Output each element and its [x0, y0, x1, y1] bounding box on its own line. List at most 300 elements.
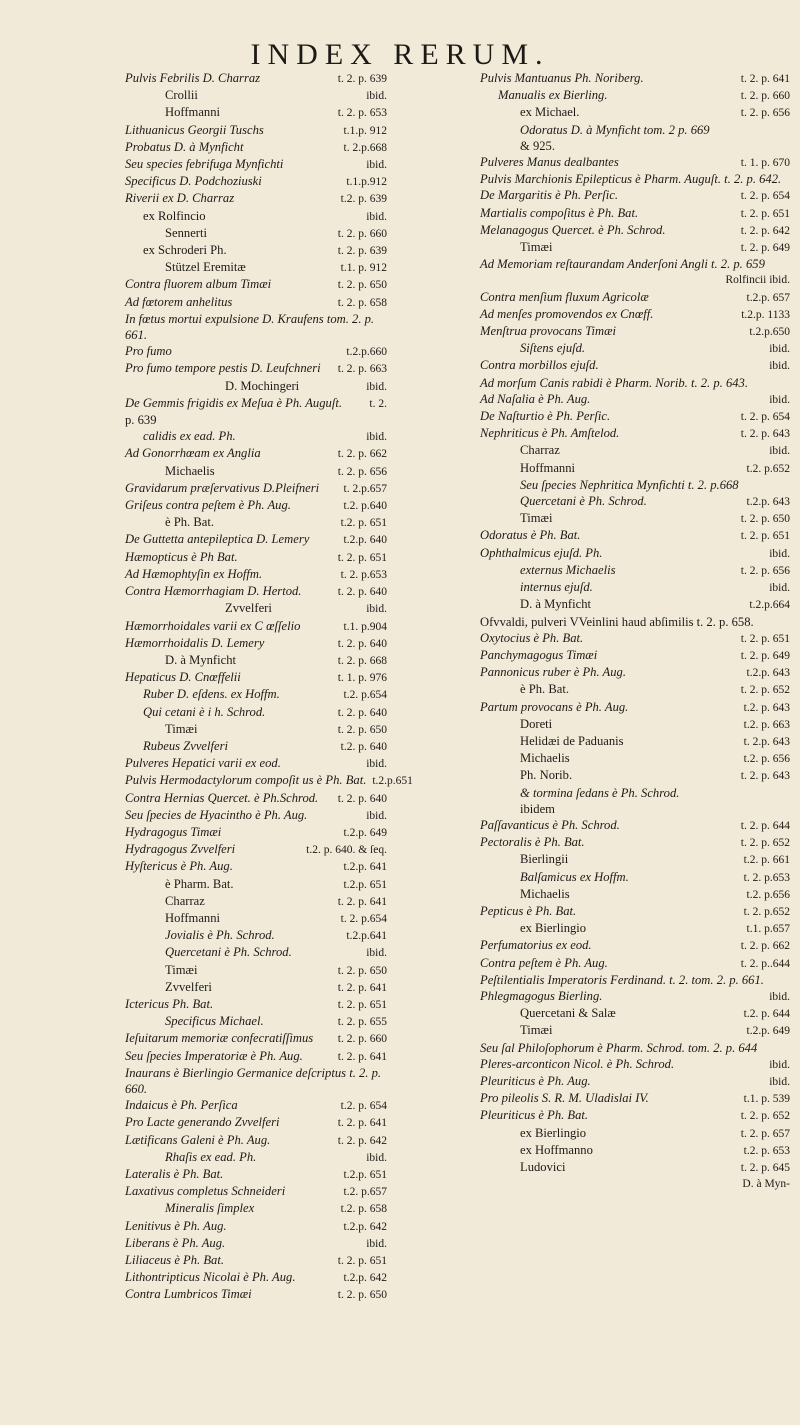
entry-reference: t. 2. p. 639 [337, 73, 387, 85]
entry-reference: t. 2. p. 642 [740, 224, 790, 237]
entry-label: Oxytocius è Ph. Bat. [480, 630, 584, 645]
index-entry [125, 395, 387, 412]
index-entry [125, 1048, 387, 1065]
entry-label: ex Bierlingio [520, 1125, 587, 1140]
index-entry [125, 497, 387, 514]
entry-label: Liberans è Ph. Aug. [125, 1235, 226, 1250]
entry-label: Perfumatorius ex eod. [480, 938, 592, 953]
entry-reference: t. 2. p. 656 [337, 465, 387, 478]
entry-reference: t. 2. p. 656 [740, 564, 790, 577]
entry-reference: t. 2. p. 651 [740, 530, 790, 543]
entry-reference: t.1. p.657 [746, 923, 790, 936]
entry-reference: t. 2.p. 643 [743, 735, 790, 748]
index-entry [125, 1166, 387, 1183]
entry-label: D. à Mynficht [520, 597, 591, 612]
entry-label: Ad Hæmophtyſin ex Hoffm. [125, 566, 263, 581]
entry-reference: t. 2. p. 651 [337, 1255, 387, 1268]
index-entry [125, 87, 387, 104]
entry-label: Griſeus contra peſtem è Ph. Aug. [125, 498, 291, 513]
entry-reference: ibid. [366, 947, 387, 960]
entry-reference: t.2.p. 643 [746, 496, 790, 509]
entry-label: ex Hoffmanno [520, 1142, 593, 1157]
entry-label: Pleres-arconticon Nicol. è Ph. Schrod. [480, 1056, 675, 1071]
index-entry [125, 428, 387, 445]
entry-reference: ibid. [366, 431, 387, 444]
entry-reference: t.2.p. 642 [343, 1220, 387, 1233]
index-entry [125, 600, 387, 617]
entry-reference: t. 2. p. 650 [337, 723, 387, 736]
index-entry [480, 375, 790, 391]
index-entry [125, 531, 387, 548]
index-entry [125, 276, 387, 293]
entry-label: internus ejuſd. [520, 580, 593, 595]
entry-label: Lætificans Galeni è Ph. Aug. [125, 1132, 271, 1147]
index-entry [480, 425, 790, 442]
entry-reference: t. 2. p.653 [340, 568, 387, 581]
entry-reference: t. 2. p. 650 [740, 513, 790, 526]
index-entry [125, 1200, 387, 1217]
index-entry [480, 256, 790, 272]
entry-label: Hoffmanni [165, 910, 221, 925]
entry-label: Ad fœtorem anhelitus [125, 294, 233, 309]
entry-reference: t. 2. p. 652 [740, 837, 790, 850]
entry-reference: t.2.p. 651 [343, 878, 387, 891]
entry-label: Jovialis è Ph. Schrod. [165, 928, 275, 943]
entry-label: De Gemmis frigidis ex Meſua è Ph. Auguſt. [125, 395, 342, 410]
index-entry [480, 239, 790, 256]
entry-label: Pulveres Manus dealbantes [480, 155, 619, 170]
index-entry [480, 87, 790, 104]
entry-reference: t. 2. p. 654 [740, 411, 790, 424]
entry-reference: t.2.p.650 [749, 326, 790, 339]
index-entry [480, 289, 790, 306]
entry-label: Pleuriticus è Ph. Bat. [480, 1108, 589, 1123]
entry-label: Lenitivus è Ph. Aug. [125, 1218, 227, 1233]
entry-label: Pleuriticus è Ph. Aug. [480, 1073, 591, 1088]
entry-label: De Guttetta antepileptica D. Lemery [125, 532, 310, 547]
entry-label: Lateralis è Ph. Bat. [125, 1167, 224, 1181]
entry-reference: t. 2. p. 644 [740, 819, 790, 832]
index-entry [125, 70, 387, 87]
index-entry [125, 360, 387, 377]
entry-reference: t. 2. p. 652 [740, 684, 790, 697]
entry-label: Peſtilentialis Imperatoris Ferdinand. t. 2. tom. 2. p. 661. [480, 972, 764, 987]
entry-reference: t.2. p.656 [746, 888, 790, 901]
index-entry [480, 664, 790, 681]
index-entry [480, 630, 790, 647]
index-entry [125, 1149, 387, 1166]
index-entry [125, 824, 387, 841]
index-entry [125, 996, 387, 1013]
entry-label: Nephriticus è Ph. Amſtelod. [480, 426, 620, 441]
entry-label: Seu ſal Philoſophorum è Pharm. Schrod. tom. 2. p. 644 [480, 1040, 758, 1055]
index-entry [480, 785, 790, 801]
entry-label: Riverii ex D. Charraz [125, 191, 235, 206]
entry-label: Stützel Eremitæ [165, 260, 246, 275]
entry-reference: t. 2. p.653 [743, 871, 790, 884]
entry-reference: t. 2. p. 641 [337, 1050, 387, 1063]
entry-reference: t.2.p. 642 [343, 1272, 387, 1285]
entry-reference: t.2. p.657 [343, 1186, 387, 1199]
entry-label: Martialis compoſitus è Ph. Bat. [480, 205, 639, 220]
entry-reference: ibid. [769, 547, 790, 560]
index-entry [125, 463, 387, 480]
entry-reference: t.2. p.652 [746, 462, 790, 475]
entry-label: Contra Lumbricos Timæi [125, 1287, 252, 1302]
entry-reference: t.2. p. 656 [743, 753, 790, 766]
index-entry [480, 70, 790, 87]
entry-label: Lithuanicus Georgii Tuschs [125, 122, 264, 137]
entry-label: & 925. [520, 138, 555, 153]
entry-reference: D. à Myn- [742, 1178, 790, 1191]
entry-reference: t. 2. p. 643 [740, 770, 790, 783]
entry-label: In fœtus mortui expulsione D. Kraufens tom. 2. p. 661. [125, 311, 375, 343]
entry-label: Menſtrua provocans Timæi [480, 324, 616, 339]
index-entry [480, 306, 790, 323]
entry-reference: Rolfincii ibid. [725, 274, 790, 287]
index-entry [125, 1183, 387, 1200]
entry-label: Panchymagogus Timæi [480, 647, 598, 662]
index-entry [125, 242, 387, 259]
index-entry [480, 851, 790, 868]
entry-label: Ophthalmicus ejuſd. Ph. [480, 545, 603, 560]
entry-reference: t.2. p. 651 [340, 517, 387, 530]
index-entry [480, 972, 790, 988]
entry-label: Quercetani è Ph. Schrod. [520, 494, 647, 509]
entry-reference: t.2. p. 661 [743, 854, 790, 867]
index-entry [480, 886, 790, 903]
entry-reference: t. 2. p. 656 [740, 107, 790, 120]
entry-reference: t.2. p. 643 [743, 701, 790, 714]
entry-label: Michaelis [520, 751, 570, 766]
entry-label: Siſtens ejuſd. [520, 341, 586, 356]
index-entry [480, 647, 790, 664]
entry-reference: t. 2. p. 641 [337, 895, 387, 908]
index-entry [125, 1235, 387, 1252]
entry-label: Ieſuitarum memoriæ confecratiſſimus [125, 1031, 314, 1046]
index-entry [125, 858, 387, 875]
entry-label: Seu ſpecies de Hyacintho è Ph. Aug. [125, 807, 308, 822]
index-entry [480, 1142, 790, 1159]
index-entry [480, 154, 790, 171]
entry-reference: t.2.p.641 [346, 930, 387, 943]
index-entry [480, 391, 790, 408]
index-entry [480, 510, 790, 527]
entry-label: Ad Memoriam reſtaurandam Anderſoni Angli t. 2. p. 659 [480, 257, 765, 272]
index-entry [480, 493, 790, 510]
entry-reference: t.2.p.664 [749, 599, 790, 612]
entry-reference: ibid. [366, 1151, 387, 1164]
index-entry [480, 323, 790, 340]
entry-label: è Ph. Bat. [520, 682, 569, 697]
entry-reference: t. 2. p. 641 [337, 981, 387, 994]
entry-reference: t. 2.p.668 [343, 141, 387, 154]
entry-label: Michaelis [165, 463, 215, 478]
entry-label: Ph. Norib. [520, 768, 573, 783]
entry-label: Hæmorrhoidalis D. Lemery [125, 635, 265, 650]
index-entry [125, 139, 387, 156]
index-entry [480, 442, 790, 459]
entry-reference: t.2.p. 649 [343, 826, 387, 839]
index-entry [480, 767, 790, 784]
entry-reference: t. 2. p.652 [743, 905, 790, 918]
index-entry [125, 841, 387, 858]
index-entry [125, 294, 387, 311]
entry-label: Zvvelferi [225, 601, 272, 616]
entry-reference: t. 2. p. 660 [740, 90, 790, 103]
entry-label: è Pharm. Bat. [165, 876, 234, 891]
index-entry [480, 903, 790, 920]
index-entry [480, 138, 790, 154]
entry-label: p. 639 [125, 413, 157, 428]
index-entry [480, 1022, 790, 1039]
entry-label: Bierlingii [520, 852, 569, 867]
index-entry [125, 208, 387, 225]
index-entry [125, 669, 387, 686]
entry-label: Ad menſes promovendos ex Cnœff. [480, 306, 654, 321]
entry-label: Zvvelferi [165, 979, 212, 994]
entry-label: Hæmopticus è Ph Bat. [125, 549, 238, 564]
entry-reference: t. 2. p. 640 [337, 637, 387, 650]
entry-label: Crollii [165, 88, 198, 103]
entry-reference: t. 2. p. 663 [337, 363, 387, 376]
entry-reference: t.1. p. 912 [340, 262, 387, 275]
entry-reference: ibid. [769, 1075, 790, 1088]
entry-label: Specificus D. Podchoziuski [125, 174, 262, 189]
index-entry [480, 579, 790, 596]
entry-reference: t.2.p. 657 [746, 291, 790, 304]
index-entry [480, 340, 790, 357]
index-entry [125, 962, 387, 979]
index-entry [480, 527, 790, 544]
entry-reference: t. 2. p. 651 [337, 551, 387, 564]
entry-label: Specificus Michael. [165, 1014, 264, 1029]
entry-label: ex Michael. [520, 105, 580, 120]
entry-label: Contra Hæmorrhagiam D. Hertod. [125, 584, 302, 599]
index-entry [125, 1065, 387, 1097]
entry-reference: t. 2. p. 650 [337, 964, 387, 977]
entry-label: Inaurans è Bierlingio Germanice deſcriptus t. 2. p. 660. [125, 1065, 382, 1096]
index-entry [480, 460, 790, 477]
entry-reference: t.2. p.640 [343, 500, 387, 513]
entry-reference: ibid. [366, 210, 387, 223]
entry-reference: t.2.p. 651 [343, 1169, 387, 1181]
entry-label: Ad Gonorrhœam ex Anglia [125, 446, 261, 461]
entry-label: Seu species febrifuga Mynfichti [125, 157, 284, 172]
index-entry [480, 869, 790, 886]
entry-label: Mineralis ſimplex [165, 1201, 255, 1216]
entry-label: Hoffmanni [520, 460, 576, 475]
entry-label: Sennerti [165, 225, 207, 240]
index-entry [480, 817, 790, 834]
entry-label: Pro pileolis S. R. M. Uladislai IV. [480, 1091, 649, 1106]
index-entry [480, 1090, 790, 1107]
entry-reference: t. 2. p. 645 [740, 1162, 790, 1174]
entry-reference: t. 2. p. 650 [337, 279, 387, 292]
index-entry [480, 562, 790, 579]
index-entry [125, 311, 387, 343]
entry-label: Contra fluorem album Timæi [125, 277, 272, 292]
index-entry [125, 445, 387, 462]
entry-label: Doreti [520, 716, 553, 731]
index-entry [125, 686, 387, 703]
entry-label: Pepticus è Ph. Bat. [480, 903, 577, 918]
entry-reference: t. 2. p. 641 [740, 73, 790, 85]
index-entry [125, 1286, 387, 1303]
entry-label: Ictericus Ph. Bat. [125, 996, 214, 1011]
entry-label: Ofvvaldi, pulveri VVeinlini haud abſimilis t. 2. p. 658. [480, 614, 754, 629]
entry-label: Pulvis Hermodactylorum compoſit us è Ph. Bat. [125, 773, 367, 788]
entry-label: Timæi [520, 1023, 553, 1038]
index-entry [480, 477, 790, 493]
index-entry [125, 1269, 387, 1286]
entry-label: D. Mochingeri [225, 378, 300, 393]
index-entry [480, 1073, 790, 1090]
entry-reference: ibid. [769, 1058, 790, 1071]
index-entry [480, 171, 790, 187]
entry-label: Seu ſpecies Nephritica Mynfichti t. 2. p.668 [520, 477, 739, 492]
entry-reference: t. 2. [369, 397, 387, 410]
entry-label: Liliaceus è Ph. Bat. [125, 1253, 224, 1268]
entry-label: ex Rolfincio [143, 208, 206, 223]
index-entry [125, 122, 387, 139]
index-entry [125, 549, 387, 566]
entry-label: Charraz [165, 893, 205, 908]
entry-reference: ibid. [366, 380, 387, 393]
entry-reference: t. 2. p. 639 [337, 245, 387, 258]
entry-label: D. à Mynficht [165, 652, 236, 667]
index-entry [125, 566, 387, 583]
index-entry [125, 979, 387, 996]
entry-reference: ibid. [366, 159, 387, 172]
entry-label: ex Bierlingio [520, 921, 587, 936]
entry-reference: ibid. [769, 582, 790, 595]
index-entry [480, 1056, 790, 1073]
entry-reference: t. 2. p. 662 [740, 940, 790, 953]
entry-reference: t. 2. p..644 [740, 957, 790, 970]
entry-label: Ad morſum Canis rabidi è Pharm. Norib. t. 2. p. 643. [480, 375, 748, 390]
entry-reference: ibid. [366, 1237, 387, 1250]
index-entry [480, 122, 790, 138]
entry-label: Pulveres Hepatici varii ex eod. [125, 756, 281, 771]
index-entry [125, 1132, 387, 1149]
index-entry [125, 635, 387, 652]
entry-reference: t. 2. p. 662 [337, 448, 387, 461]
entry-reference: t.2.p. 640 [343, 534, 387, 547]
entry-reference: t. 2. p. 642 [337, 1134, 387, 1147]
index-entry [480, 1107, 790, 1124]
index-entry [480, 357, 790, 374]
entry-label: De Naſturtio è Ph. Perſic. [480, 409, 611, 424]
entry-label: Contra morbillos ejuſd. [480, 358, 599, 373]
entry-reference: ibid. [769, 393, 790, 406]
index-column-right [480, 70, 790, 1192]
index-entry [125, 1218, 387, 1235]
entry-reference: ibid. [769, 360, 790, 373]
entry-label: Probatus D. à Mynficht [125, 139, 244, 154]
index-entry [125, 772, 413, 789]
entry-label: Hoffmanni [165, 105, 221, 120]
index-entry [125, 1030, 387, 1047]
entry-label: Pannonicus ruber è Ph. Aug. [480, 665, 626, 680]
entry-label: Odoratus è Ph. Bat. [480, 528, 581, 543]
index-entry [480, 834, 790, 851]
index-entry [125, 927, 387, 944]
entry-reference: t. 2. p. 640 [337, 792, 387, 805]
entry-label: Laxativus completus Schneideri [125, 1184, 286, 1199]
entry-label: Gravidarum præſervativus D.Pleifneri [125, 480, 320, 495]
entry-label: Ad Naſalia è Ph. Aug. [480, 391, 591, 406]
index-entry [125, 755, 387, 772]
index-entry [125, 1013, 387, 1030]
entry-reference: t. 2. p. 653 [337, 107, 387, 120]
index-entry [480, 545, 790, 562]
index-entry [480, 1125, 790, 1142]
entry-reference: t.2.p. 643 [746, 667, 790, 680]
index-entry [125, 738, 387, 755]
index-entry [480, 750, 790, 767]
index-entry [125, 378, 387, 395]
entry-label: Seu ſpecies Imperatoriæ è Ph. Aug. [125, 1048, 303, 1063]
index-entry [125, 618, 387, 635]
entry-reference: t.2.p. 641 [343, 861, 387, 874]
entry-label: Odoratus D. à Mynficht tom. 2 p. 669 [520, 122, 710, 137]
entry-reference: t. 2. p. 640 [337, 706, 387, 719]
index-entry [480, 955, 790, 972]
entry-reference: ibid. [366, 90, 387, 103]
entry-reference: t.2.p.660 [346, 346, 387, 359]
entry-label: Qui cetani è i h. Schrod. [143, 704, 266, 719]
entry-label: & tormina ſedans è Ph. Schrod. [520, 785, 680, 800]
index-entry [125, 652, 387, 669]
entry-reference: t.2.p. 649 [746, 1025, 790, 1038]
index-entry [480, 408, 790, 425]
index-entry [480, 596, 790, 613]
entry-label: Quercetani è Ph. Schrod. [165, 945, 292, 960]
entry-reference: t. 2. p. 641 [337, 1117, 387, 1130]
entry-label: Contra menſium fluxum Agricolæ [480, 289, 649, 304]
entry-label: Rhaſis ex ead. Ph. [165, 1149, 257, 1164]
entry-reference: t. 2. p.654 [340, 912, 387, 925]
entry-reference: t.2. p. 639 [340, 193, 387, 206]
index-entry [480, 104, 790, 121]
entry-reference: t. 2. p. 654 [740, 190, 790, 203]
entry-reference: t. 2. p. 651 [740, 632, 790, 645]
index-entry [480, 733, 790, 750]
entry-label: Pro Lacte generando Zvvelferi [125, 1115, 280, 1130]
index-entry [125, 259, 387, 276]
entry-reference: t.1. p. 539 [743, 1093, 790, 1106]
entry-reference: t. 2. p. 651 [740, 207, 790, 220]
entry-reference: t. 2.p.657 [343, 482, 387, 495]
index-column-left [125, 70, 413, 1304]
entry-reference: t. 2. p. 649 [740, 649, 790, 662]
entry-reference: t. 2. p. 643 [740, 428, 790, 441]
entry-reference: t. 2. p. 660 [337, 1033, 387, 1046]
entry-label: Timæi [520, 240, 553, 255]
index-entry [125, 704, 387, 721]
entry-label: De Margaritis è Ph. Perſic. [480, 188, 619, 203]
index-entry [125, 893, 387, 910]
index-entry [125, 1114, 387, 1131]
entry-reference: t. 2. p. 652 [740, 1110, 790, 1123]
entry-label: Pulvis Marchionis Epilepticus è Pharm. Auguſt. t. 2. p. 642. [480, 172, 782, 187]
index-entry [480, 1005, 790, 1022]
entry-label: Hydragogus Zvvelferi [125, 842, 236, 857]
index-entry [480, 614, 790, 630]
entry-reference: t. 2. p. 649 [740, 242, 790, 255]
entry-reference: ibid. [366, 758, 387, 771]
